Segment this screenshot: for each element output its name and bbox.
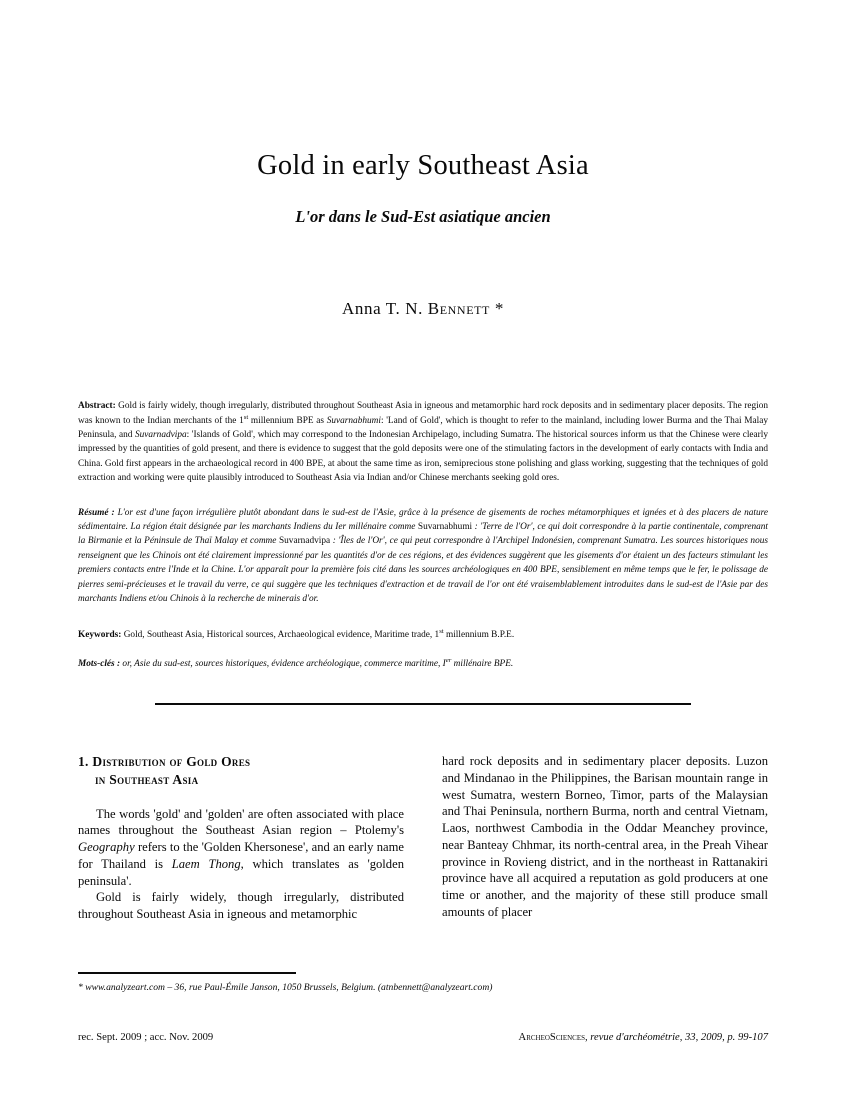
left-p1-text-2: refers to the 'Golden Khersonese', and an early name for Thailand is <box>78 840 404 871</box>
abstract-text-2: millennium BPE as <box>248 415 327 426</box>
resume-label: Résumé : <box>78 507 115 518</box>
title-block <box>78 0 768 319</box>
column-right <box>442 753 768 923</box>
footnote-text: * www.analyzeart.com – 36, rue Paul-Émile Janson, 1050 Brussels, Belgium. (atnbennett@analyzeart.com) <box>78 981 493 993</box>
body-columns <box>78 753 768 923</box>
section-divider-rule <box>155 703 691 705</box>
abstract-section <box>78 399 768 671</box>
keywords-text-1: Gold, Southeast Asia, Historical sources, Archaeological evidence, Maritime trade, 1 <box>121 630 440 641</box>
keywords-text-2: millennium B.P.E. <box>443 630 515 641</box>
abstract-text-3: : 'Land of Gold', which is thought to refer to the mainland, including lower Burma and the Thai Malay Peninsula, and <box>78 415 768 440</box>
abstract-label: Abstract: <box>78 401 116 412</box>
section-heading-line-2: in Southeast Asia <box>95 772 199 788</box>
footnote-separator-rule <box>78 972 296 974</box>
right-paragraph-1: hard rock deposits and in sedimentary placer deposits. Luzon and Mindanao in the Philippines, the Barisan mountain range in west Sumatra, western Borneo, Timor, parts of the Malaysian and Thai Peninsula, northern Burma, north and central Vietnam, Laos, northwest Cambodia in the Oddar Meanchey province, near Banteay Chhmar, its north-central area, in the Preah Vihear province in Rovieng district, and in the northeast in Rattanakiri province have all acquired a reputation as gold producers at one time or another, and the majority of these still produce small amounts of placer <box>442 754 768 919</box>
footnote-section <box>78 972 768 994</box>
motscles-label: Mots-clés : <box>78 658 121 669</box>
left-p1-text-3: , which translates as 'golden peninsula'. <box>78 856 404 888</box>
page-subtitle: L'or dans le Sud-Est asiatique ancien <box>295 207 551 227</box>
motscles-sup-1: er <box>445 656 452 664</box>
author-byline <box>78 299 768 319</box>
abstract-text-1: Gold is fairly widely, though irregularly, distributed throughout Southeast Asia in igneous and metamorphic hard rock deposits and in sedimentary placer deposits. The region was known to the Indian merchants of the 1 <box>78 401 768 426</box>
author-surname: Bennett <box>427 299 490 319</box>
left-paragraph-1 <box>78 806 404 890</box>
resume-text-1: L'or est d'une façon irrégulière plutôt abondant dans le sud-est de l'Asie, grâce à la présence de gisements de roches métamorphiques et ignées et à des placers de nature sédimentaire. La région était désignée par les marchants Indiens du Ier millénaire comme <box>78 507 768 532</box>
keywords-paragraph <box>78 628 768 642</box>
footer-journal-citation <box>519 1032 768 1043</box>
section-heading-line-1: 1. Distribution of Gold Ores <box>78 754 251 770</box>
abstract-text-4: : 'Islands of Gold', which may correspond to the Indonesian Archipelago, including Sumatra. The historical sources inform us that the Chinese were clearly impressed by the quantities of gold present, and there is evidence to suggest that the gold deposits were one of the stimulating factors in the development of early contacts with India and China. Gold first appears in the archaeological record in 400 BPE, at about the same time as iron, semiprecious stone polishing and glass working, suggesting that the techniques of gold extraction and working were quite plausibly introduced to Southeast Asia via Indian and/or Chinese merchants seeking gold ores. <box>78 429 768 484</box>
abstract-paragraph <box>78 399 768 485</box>
page-footer <box>78 1032 768 1043</box>
left-paragraph-2: Gold is fairly widely, though irregularly, distributed throughout Southeast Asia in igneous and metamorphic <box>78 890 404 922</box>
resume-text-3: : 'Îles de l'Or', ce qui peut correspondre à l'Archipel Indonésien, comprenant Sumatra. Les sources historiques nous renseignent que les Chinois ont été clairement impressionné par les quantités d'or de ces régions, et des évidences suggèrent que les gisements d'or étaient un des facteurs stimulant les premiers contacts entre l'Inde et la Chine. L'or apparaît pour la première fois cité dans les sources archéologiques en 400 BPE, sensiblement en même temps que le fer, le polissage de pierres semi-précieuses et le travail du verre, ce qui suggère que les techniques d'extraction et de travail de l'or ont été vraisemblablement introduites dans le sud-est de l'Asie par des marchants Indiens et/ou Chinois à la recherche de minerais d'or. <box>78 536 768 605</box>
resume-text-2: : 'Terre de l'Or', ce qui doit correspondre à la partie continentale, comprenant la Birmanie et la Péninsule de Thaï Malay et comme <box>78 521 768 547</box>
resume-paragraph <box>78 506 768 607</box>
resume-term-suvarnabhumi: Suvarnabhumi <box>417 521 473 532</box>
abstract-sup-1: st <box>243 413 249 421</box>
page-title: Gold in early Southeast Asia <box>257 150 589 181</box>
left-p1-title-geography: Geography <box>78 840 135 855</box>
keywords-sup-1: st <box>439 628 444 636</box>
motscles-text-2: millénaire BPE. <box>451 658 514 669</box>
abstract-term-suvarnabhumi: Suvarnabhumi <box>326 415 381 426</box>
left-p1-text-1: The words 'gold' and 'golden' are often associated with place names throughout the Southeast Asian region – Ptolemy's <box>78 806 404 838</box>
motscles-text-1: or, Asie du sud-est, sources historiques, évidence archéologique, commerce maritime, I <box>120 658 446 669</box>
abstract-term-suvarnadvipa: Suvarnadvipa <box>134 429 187 440</box>
footer-journal-name: ArcheoSciences <box>518 1032 585 1043</box>
resume-term-suvarnadvipa: Suvarnadvipa <box>278 536 331 547</box>
footer-citation-rest: , revue d'archéométrie, 33, 2009, p. 99-107 <box>584 1032 768 1043</box>
author-footnote-marker: * <box>490 299 504 319</box>
keywords-label: Keywords: <box>78 630 122 641</box>
author-given-name: Anna T. N. <box>342 299 428 319</box>
footer-received-accepted: rec. Sept. 2009 ; acc. Nov. 2009 <box>78 1032 214 1043</box>
motscles-paragraph <box>78 657 768 671</box>
column-left <box>78 753 404 923</box>
left-p1-term-laem-thong: Laem Thong <box>171 856 241 871</box>
section-heading <box>78 753 404 789</box>
